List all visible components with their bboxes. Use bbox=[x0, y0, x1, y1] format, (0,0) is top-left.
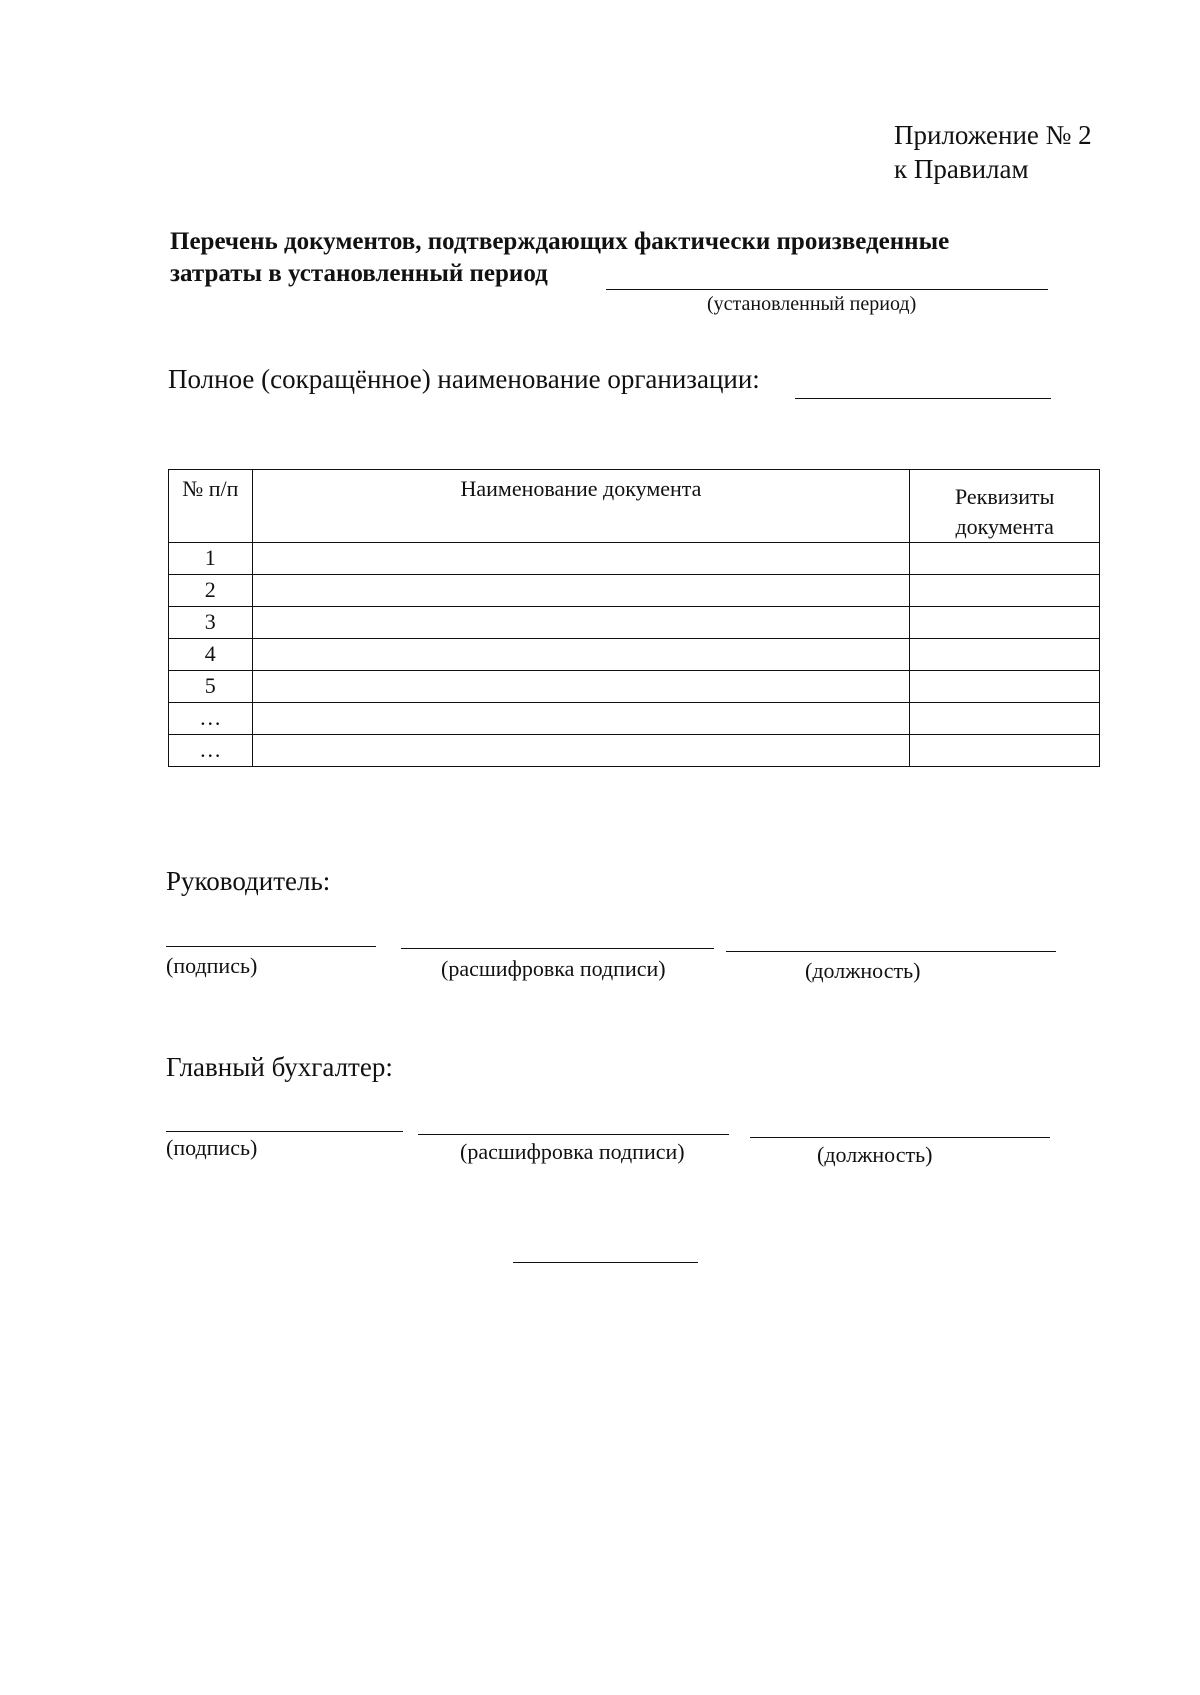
row-document-details[interactable] bbox=[910, 703, 1100, 735]
row-document-name[interactable] bbox=[252, 735, 910, 767]
header-document-name: Наименование документа bbox=[252, 470, 910, 543]
table-row bbox=[169, 703, 1100, 735]
director-position-line[interactable] bbox=[726, 951, 1056, 952]
table-header-row bbox=[169, 470, 1100, 543]
row-document-details[interactable] bbox=[910, 639, 1100, 671]
row-document-name[interactable] bbox=[252, 575, 910, 607]
row-number: … bbox=[169, 703, 253, 735]
organization-label: Полное (сокращённое) наименование организации: bbox=[168, 364, 760, 394]
director-decoding-caption: (расшифровка подписи) bbox=[441, 956, 666, 981]
row-document-details[interactable] bbox=[910, 607, 1100, 639]
table-row bbox=[169, 671, 1100, 703]
row-document-details[interactable] bbox=[910, 543, 1100, 575]
documents-table bbox=[168, 469, 1100, 767]
table-row bbox=[169, 735, 1100, 767]
accountant-position-caption: (должность) bbox=[817, 1142, 933, 1167]
header-details-text: Реквизиты документа bbox=[954, 484, 1055, 539]
accountant-signature-caption: (подпись) bbox=[166, 1135, 258, 1160]
row-document-name[interactable] bbox=[252, 671, 910, 703]
annex-rules: к Правилам bbox=[894, 154, 1029, 184]
row-number: … bbox=[169, 735, 253, 767]
row-document-name[interactable] bbox=[252, 703, 910, 735]
director-position-caption: (должность) bbox=[805, 958, 921, 983]
director-decoding-line[interactable] bbox=[401, 948, 714, 949]
document-title bbox=[170, 226, 949, 290]
row-number: 3 bbox=[169, 607, 253, 639]
accountant-decoding-caption: (расшифровка подписи) bbox=[460, 1139, 685, 1164]
title-line-2: затраты в установленный период bbox=[170, 260, 548, 287]
accountant-signature-line[interactable] bbox=[166, 1131, 403, 1132]
row-document-details[interactable] bbox=[910, 735, 1100, 767]
accountant-position-line[interactable] bbox=[750, 1137, 1050, 1138]
header-number: № п/п bbox=[169, 470, 253, 543]
row-number: 4 bbox=[169, 639, 253, 671]
row-number: 2 bbox=[169, 575, 253, 607]
table-row bbox=[169, 575, 1100, 607]
title-line-1: Перечень документов, подтверждающих фактически произведенные bbox=[170, 228, 950, 255]
closing-separator-line bbox=[513, 1262, 698, 1263]
period-field-line[interactable] bbox=[606, 289, 1048, 290]
director-signature-line[interactable] bbox=[166, 946, 376, 947]
table-row bbox=[169, 543, 1100, 575]
accountant-decoding-line[interactable] bbox=[418, 1134, 729, 1135]
period-caption: (установленный период) bbox=[707, 293, 917, 315]
annex-reference bbox=[894, 118, 1092, 186]
row-number: 5 bbox=[169, 671, 253, 703]
accountant-label: Главный бухгалтер: bbox=[166, 1052, 393, 1082]
header-document-details bbox=[910, 470, 1100, 543]
director-label: Руководитель: bbox=[166, 866, 331, 896]
row-document-name[interactable] bbox=[252, 639, 910, 671]
row-document-details[interactable] bbox=[910, 575, 1100, 607]
row-document-details[interactable] bbox=[910, 671, 1100, 703]
row-document-name[interactable] bbox=[252, 543, 910, 575]
director-signature-caption: (подпись) bbox=[166, 953, 258, 978]
table-row bbox=[169, 639, 1100, 671]
table-row bbox=[169, 607, 1100, 639]
annex-number: Приложение № 2 bbox=[894, 120, 1092, 150]
organization-field-line[interactable] bbox=[795, 398, 1051, 399]
row-number: 1 bbox=[169, 543, 253, 575]
row-document-name[interactable] bbox=[252, 607, 910, 639]
